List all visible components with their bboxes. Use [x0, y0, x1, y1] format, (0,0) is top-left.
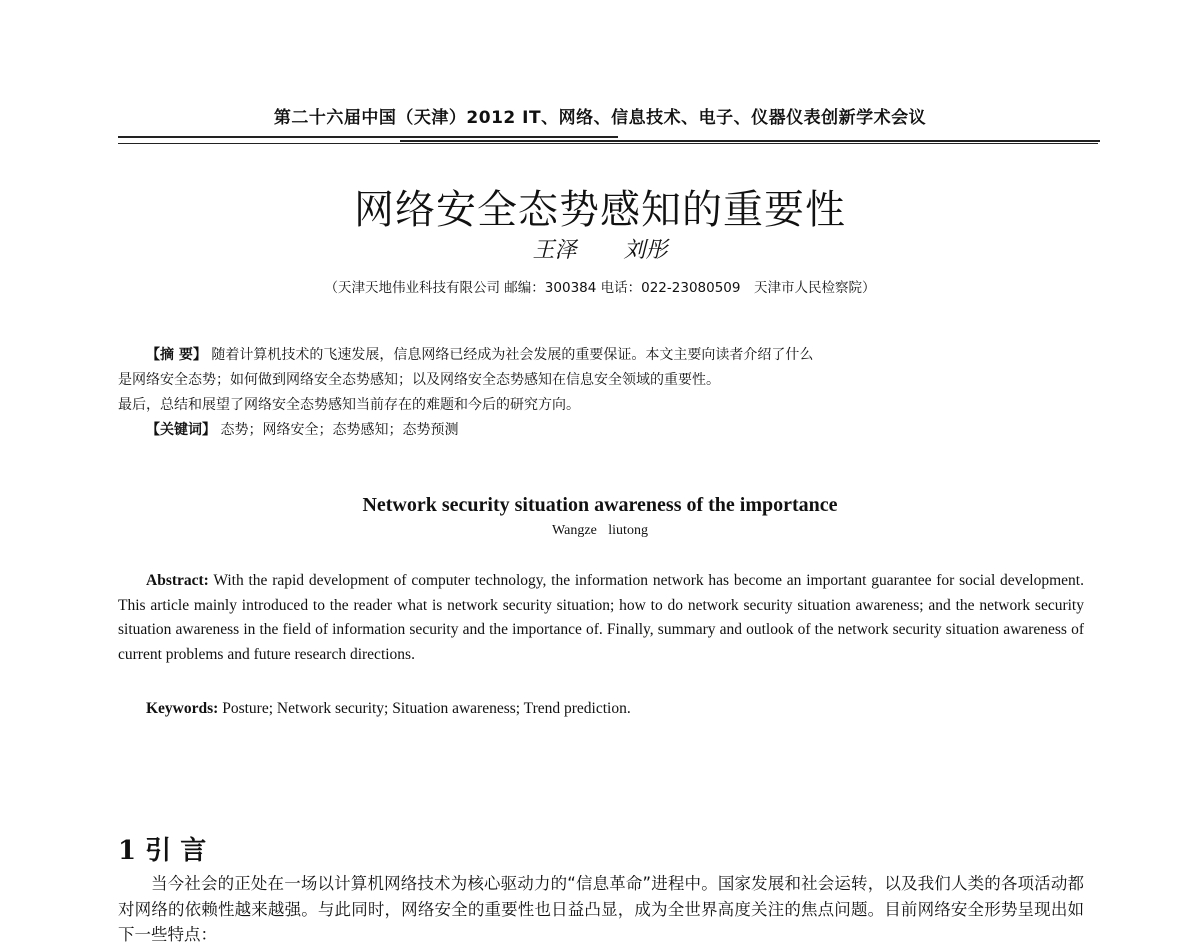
section-body: 当今社会的正处在一场以计算机网络技术为核心驱动力的“信息革命”进程中。国家发展和社会运转，以及我们人类的各项活动都对网络的依赖性越来越强。与此同时，网络安全的重要性也日益凸显，成为全世界高度关注的焦点问题。目前网络安全形势呈现出如下一些特点： — [118, 874, 1084, 944]
abstract-cn-label: 【摘 要】 — [146, 347, 207, 363]
conference-header: 第二十六届中国（天津）2012 IT、网络、信息技术、电子、仪器仪表创新学术会议 — [273, 108, 927, 128]
abstract-cn-line: 最后，总结和展望了网络安全态势感知当前存在的难题和今后的研究方向。 — [118, 397, 580, 413]
keywords-cn-label: 【关键词】 — [146, 422, 216, 438]
keywords-cn: 态势；网络安全；态势感知；态势预测 — [220, 422, 459, 438]
abstract-en-text: With the rapid development of computer technology, the information network has become an important guarantee for social development. This article mainly introduced to the reader what is network security situation; how to do network security situation awareness; and the network security situation awareness in the field of information security and the importance of. Finally, summary and outlook of the network security situation awareness of current problems and future research directions. — [118, 572, 1084, 663]
paper-title-cn: 网络安全态势感知的重要性 — [354, 187, 846, 233]
abstract-en-label: Abstract: — [146, 572, 209, 589]
authors-en: Wangze liutong — [552, 523, 648, 538]
keywords-en: Posture; Network security; Situation awareness; Trend prediction. — [222, 700, 631, 717]
section-heading: 1 引 言 — [118, 836, 207, 866]
affiliation-cn: （天津天地伟业科技有限公司 邮编：300384 电话：022-23080509 天津市人民检察院） — [324, 280, 876, 296]
header-rule — [400, 140, 1100, 142]
abstract-cn-line: 随着计算机技术的飞速发展，信息网络已经成为社会发展的重要保证。本文主要向读者介绍了什么 — [211, 347, 814, 363]
keywords-en-block — [146, 700, 631, 718]
header-rule — [118, 143, 1098, 144]
keywords-en-label: Keywords: — [146, 700, 219, 717]
abstract-cn — [118, 343, 1084, 443]
abstract-cn-line: 是网络安全态势；如何做到网络安全态势感知；以及网络安全态势感知在信息安全领域的重要性。 — [118, 372, 720, 388]
header-rule — [118, 136, 618, 138]
paper-title-en: Network security situation awareness of the importance — [362, 494, 838, 516]
authors-cn: 王泽 刘彤 — [532, 238, 668, 263]
abstract-en — [118, 569, 1084, 667]
